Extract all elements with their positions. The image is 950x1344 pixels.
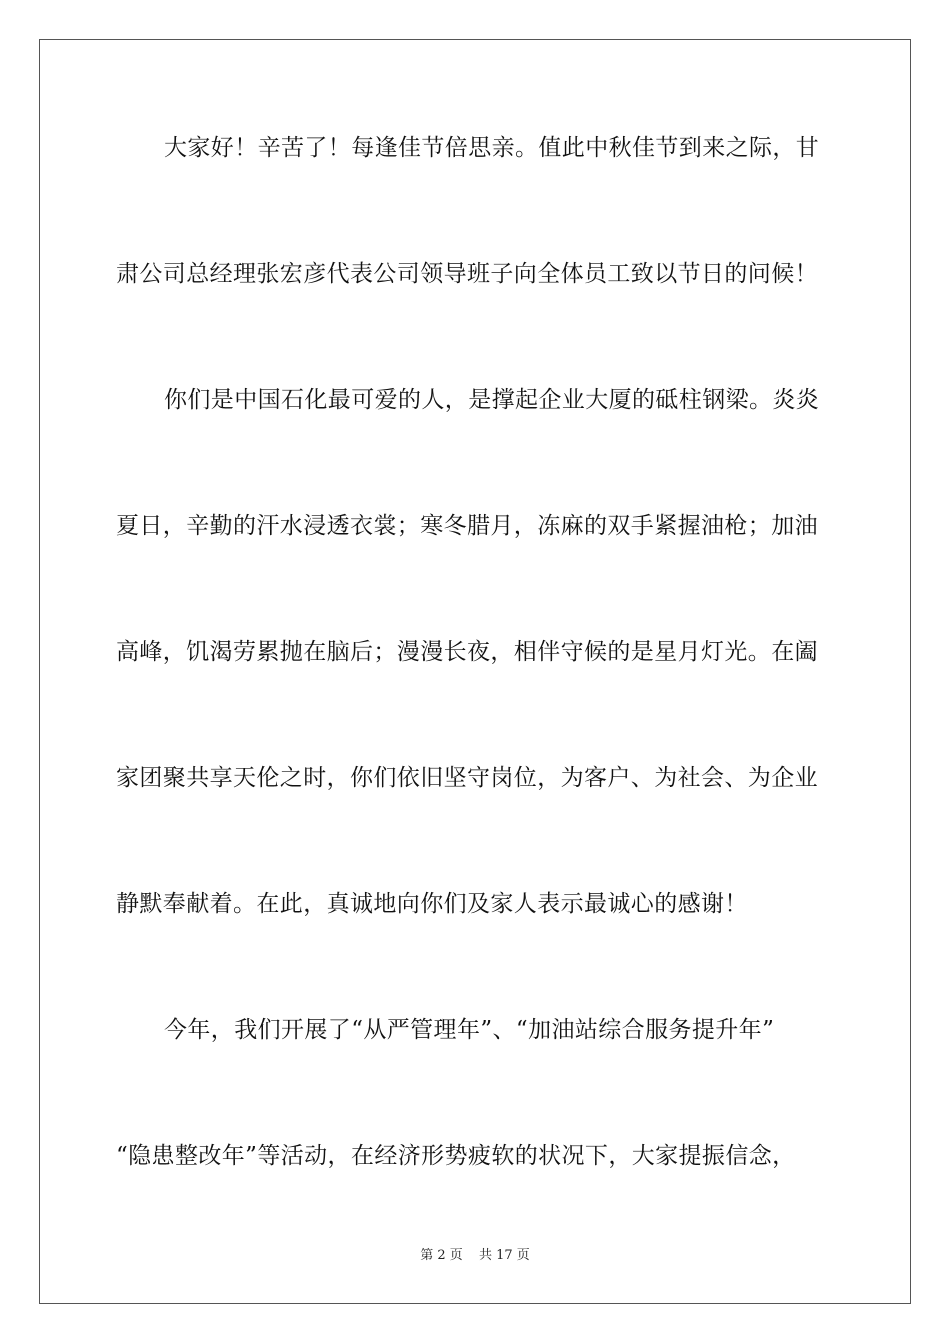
- paragraph-2-line-1: 你们是中国石化最可爱的人，是撑起企业大厦的砥柱钢梁。炎炎: [164, 387, 820, 413]
- page-total: 共 17 页: [478, 1248, 530, 1263]
- paragraph-2-line-4: 家团聚共享天伦之时，你们依旧坚守岗位，为客户、为社会、为企业: [116, 765, 818, 791]
- paragraph-2-line-2: 夏日，辛勤的汗水浸透衣裳；寒冬腊月，冻麻的双手紧握油枪；加油: [116, 513, 818, 539]
- page-footer: [0, 1244, 950, 1263]
- paragraph-3-line-2: “隐患整改年”等活动，在经济形势疲软的状况下，大家提振信念，: [116, 1143, 796, 1169]
- paragraph-1-line-2: 肃公司总经理张宏彦代表公司领导班子向全体员工致以节日的问候！: [116, 261, 818, 287]
- paragraph-1-line-1: 大家好！辛苦了！每逢佳节倍思亲。值此中秋佳节到来之际，甘: [164, 135, 820, 161]
- paragraph-2-line-3: 高峰，饥渴劳累抛在脑后；漫漫长夜，相伴守候的是星月灯光。在阖: [116, 639, 818, 665]
- page-number: 第 2 页: [420, 1248, 463, 1263]
- paragraph-2-line-5: 静默奉献着。在此，真诚地向你们及家人表示最诚心的感谢！: [116, 891, 748, 917]
- paragraph-3-line-1: 今年，我们开展了“从严管理年”、“加油站综合服务提升年”: [164, 1017, 775, 1043]
